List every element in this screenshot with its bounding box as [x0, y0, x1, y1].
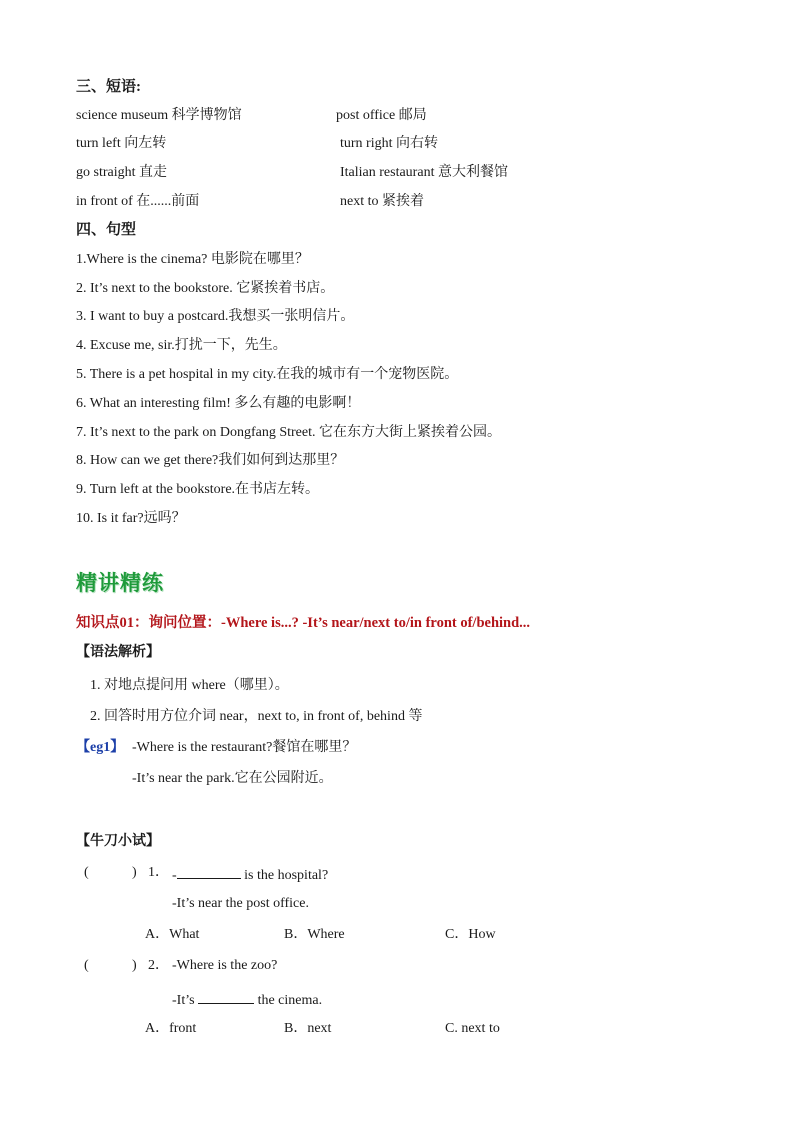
example-answer: -It’s near the park.它在公园附近。	[132, 771, 333, 786]
q2-number: 2．	[148, 958, 169, 973]
sentence-1: 1.Where is the cinema? 电影院在哪里？	[76, 252, 309, 267]
example-question: -Where is the restaurant?餐馆在哪里？	[132, 740, 357, 755]
q1-option-b[interactable]: B．Where	[284, 927, 345, 942]
q2-paren-close: )	[132, 958, 137, 973]
grammar-point-1: 1. 对地点提问用 where（哪里）。	[90, 678, 289, 693]
phrase-right-3: Italian restaurant 意大利餐馆	[340, 165, 508, 180]
sentence-10: 10. Is it far?远吗？	[76, 511, 186, 526]
q1-prefix: -	[172, 868, 177, 883]
sentence-3: 3. I want to buy a postcard.我想买一张明信片。	[76, 309, 355, 324]
q2-answer-suffix: the cinema.	[254, 993, 323, 1008]
q2-answer-prefix: -It’s	[172, 993, 199, 1008]
q1-paren-close: )	[132, 865, 137, 880]
q1-suffix: is the hospital?	[240, 868, 329, 883]
sentence-5: 5. There is a pet hospital in my city.在我的城市有一个宠物医院。	[76, 367, 459, 382]
sentence-8: 8. How can we get there?我们如何到达那里？	[76, 453, 345, 468]
q1-number: 1．	[148, 865, 169, 880]
q2-paren-open: (	[84, 958, 89, 973]
q1-option-c[interactable]: C．How	[445, 927, 496, 942]
q2-option-c[interactable]: C. next to	[445, 1021, 500, 1036]
q1-paren-open: (	[84, 865, 89, 880]
section-title: 精讲精练	[76, 571, 164, 595]
practice-heading: 【牛刀小试】	[76, 834, 160, 849]
sentence-2: 2. It’s next to the bookstore. 它紧挨着书店。	[76, 281, 335, 296]
q2-answer-blank[interactable]	[198, 989, 254, 1004]
sentence-4: 4. Excuse me, sir.打扰一下，先生。	[76, 338, 287, 353]
phrase-right-1: post office 邮局	[336, 108, 427, 123]
sentence-6: 6. What an interesting film! 多么有趣的电影啊！	[76, 396, 361, 411]
phrase-right-4: next to 紧挨着	[340, 194, 424, 209]
sentence-7: 7. It’s next to the park on Dongfang Street. 它在东方大街上紧挨着公园。	[76, 425, 502, 440]
q2-answer-line	[172, 989, 322, 1010]
q1-question	[172, 864, 328, 885]
q1-answer-line: -It’s near the post office.	[172, 896, 309, 911]
q2-option-b[interactable]: B．next	[284, 1021, 332, 1036]
phrase-right-2: turn right 向右转	[340, 136, 438, 151]
example-tag: 【eg1】	[76, 740, 125, 755]
q1-option-a[interactable]: A．What	[145, 927, 200, 942]
phrase-left-4: in front of 在......前面	[76, 194, 200, 209]
q1-answer-blank[interactable]	[177, 864, 241, 879]
sentences-heading: 四、句型	[76, 222, 137, 238]
grammar-heading: 【语法解析】	[76, 645, 160, 660]
phrase-left-2: turn left 向左转	[76, 136, 167, 151]
phrase-left-1: science museum 科学博物馆	[76, 108, 242, 123]
phrase-left-3: go straight 直走	[76, 165, 167, 180]
q2-option-a[interactable]: A．front	[145, 1021, 197, 1036]
sentence-9: 9. Turn left at the bookstore.在书店左转。	[76, 482, 320, 497]
q2-question: -Where is the zoo?	[172, 958, 278, 973]
grammar-point-2: 2. 回答时用方位介词 near，next to, in front of, behind 等	[90, 709, 423, 724]
knowledge-title: 知识点01：询问位置：-Where is...? -It’s near/next to/in front of/behind...	[76, 615, 531, 631]
phrases-heading: 三、短语:	[76, 79, 141, 95]
